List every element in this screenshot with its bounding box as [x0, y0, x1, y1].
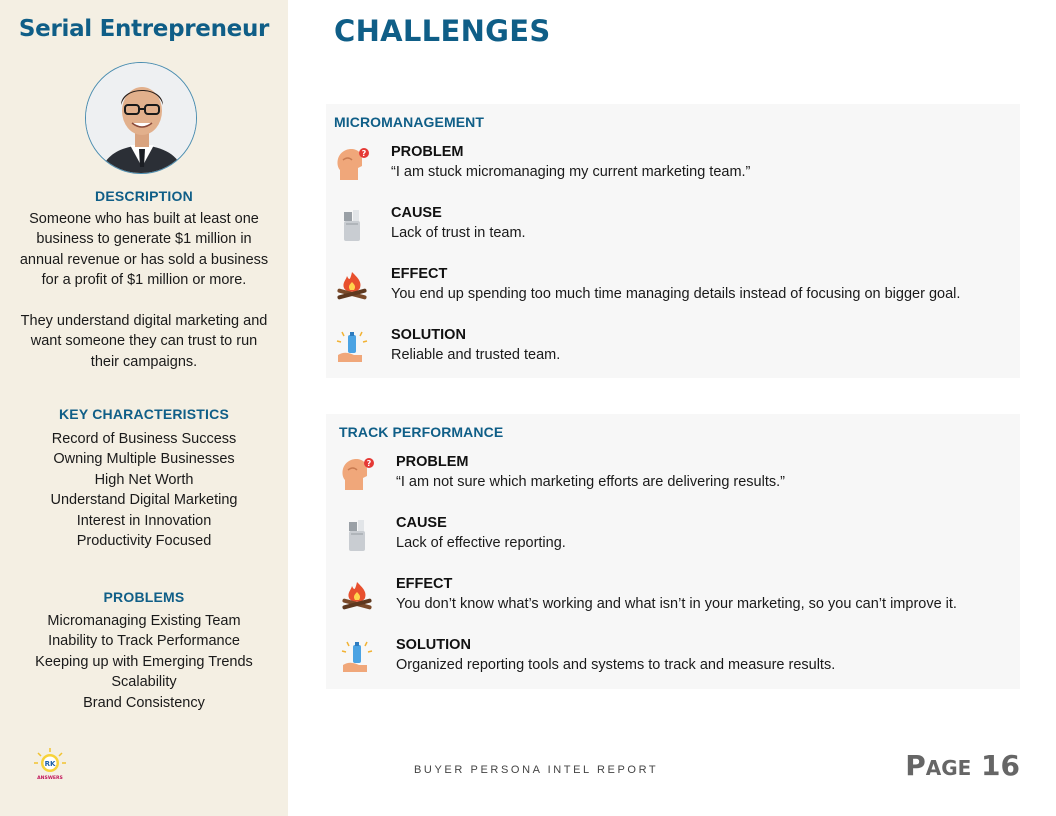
- svg-text:?: ?: [366, 459, 372, 468]
- description-heading: DESCRIPTION: [95, 188, 193, 204]
- description-text: Someone who has built at least one business to generate $1 million in annual revenue or has sold a business for a profit of $1 million or more. They understand digital marketing and want someone they can trust to run their campaigns.: [19, 211, 269, 370]
- problems-list: [6, 611, 282, 713]
- campfire-icon: [339, 578, 375, 614]
- avatar: [85, 62, 197, 174]
- list-item: Interest in Innovation: [76, 512, 212, 529]
- card-heading: MICROMANAGEMENT: [334, 114, 485, 130]
- lighter-icon: [339, 517, 375, 553]
- solution-row: SOLUTION Reliable and trusted team.: [332, 327, 1016, 375]
- problem-row: ? PROBLEM “I am stuck micromanaging my current marketing team.”: [332, 144, 1016, 192]
- problems-heading: PROBLEMS: [103, 589, 185, 605]
- effect-row: EFFECT You don’t know what’s working and what isn’t in your marketing, so you can’t improve it.: [337, 576, 1021, 624]
- challenge-card-track-performance: [326, 414, 1020, 689]
- head-question-icon: [339, 456, 375, 492]
- list-item: Record of Business Success: [51, 431, 237, 447]
- hand-bottle-icon: [334, 329, 370, 365]
- persona-title: Serial Entrepreneur: [18, 16, 270, 42]
- list-item: Owning Multiple Businesses: [53, 451, 235, 468]
- campfire-icon: [334, 268, 370, 304]
- report-name: BUYER PERSONA INTEL REPORT: [414, 764, 659, 776]
- cause-row: CAUSE Lack of trust in team.: [332, 205, 1016, 253]
- persona-sidebar: [0, 0, 288, 816]
- key-characteristics-heading: KEY CHARACTERISTICS: [58, 406, 229, 422]
- list-item: Micromanaging Existing Team: [47, 613, 241, 629]
- card-heading: TRACK PERFORMANCE: [339, 424, 504, 440]
- head-question-icon: [334, 146, 370, 182]
- rk-answers-logo: [34, 748, 66, 780]
- list-item: Brand Consistency: [83, 694, 205, 711]
- hand-bottle-icon: [339, 639, 375, 675]
- lighter-icon: [334, 207, 370, 243]
- key-characteristics-list: [6, 429, 282, 551]
- list-item: Keeping up with Emerging Trends: [35, 653, 253, 670]
- problem-row: ? PROBLEM “I am not sure which marketing efforts are delivering results.”: [337, 454, 1021, 502]
- svg-text:?: ?: [361, 149, 367, 158]
- challenge-card-micromanagement: [326, 104, 1020, 378]
- list-item: Understand Digital Marketing: [50, 492, 238, 509]
- list-item: High Net Worth: [94, 471, 194, 488]
- page-number: PAGE 16: [905, 749, 1020, 782]
- list-item: Productivity Focused: [76, 533, 212, 550]
- list-item: Inability to Track Performance: [48, 633, 240, 650]
- page-title: CHALLENGES: [334, 14, 551, 48]
- effect-row: EFFECT You end up spending too much time managing details instead of focusing on bigger goal.: [332, 266, 1016, 314]
- solution-row: SOLUTION Organized reporting tools and systems to track and measure results.: [337, 637, 1021, 685]
- svg-text:RK: RK: [44, 760, 56, 768]
- cause-row: CAUSE Lack of effective reporting.: [337, 515, 1021, 563]
- svg-text:ANSWERS: ANSWERS: [37, 776, 63, 780]
- list-item: Scalability: [111, 674, 177, 691]
